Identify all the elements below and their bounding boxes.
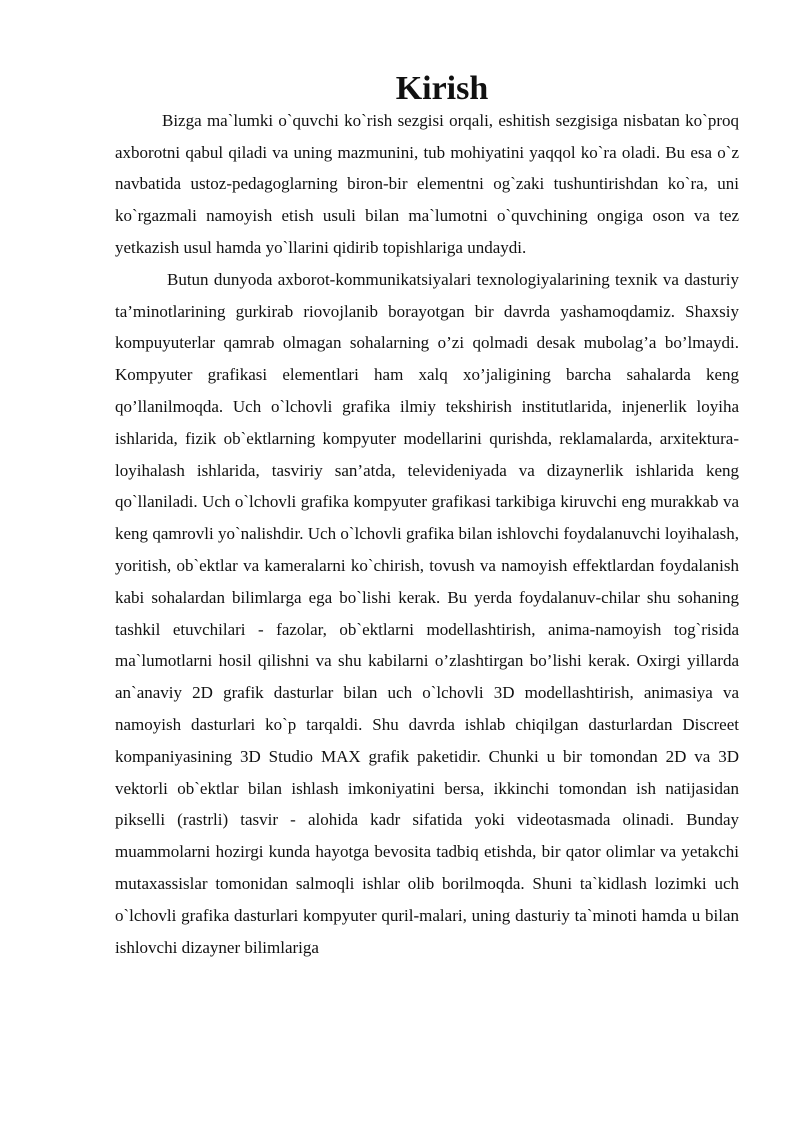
document-page [115,70,739,963]
page-title: Kirish [395,70,489,107]
intro-paragraph: Bizga ma`lumki o`quvchi ko`rish sezgisi orqali, eshitish sezgisiga nisbatan ko`proq axborotni qabul qiladi va uning mazmunini, tub mohiyatini yaqqol ko`ra oladi. Bu esa o`z navbatida ustoz-pedagoglarning biron-bir elementni og`zaki tushuntirishdan ko`ra, uni ko`rgazmali namoyish etish usuli bilan ma`lumotni o`quvchining ongiga oson va tez yetkazish usul hamda yo`llarini qidirib topishlariga undaydi. [115,110,739,257]
body-paragraph: Butun dunyoda axborot-kommunikatsiyalari texnologiyalarining texnik va dasturiy ta’minotlarining gurkirab riovojlanib borayotgan bir davrda yashamoqdamiz. Shaxsiy kompuyuterlar qamrab olmagan sohalarning o’zi qolmadi desak mubolag’a bo’lmaydi. Kompyuter grafikasi elementlari ham xalq xo’jaligining barcha sahalarda keng qo’llanilmoqda. Uch o`lchovli grafika ilmiy tekshirish institutlarida, injenerlik loyiha ishlarida, fizik ob`ektlarning kompyuter modellarini qurishda, reklamalarda, arxitektura-loyihalash ishlarida, tasviriy san’atda, televideniyada va dizaynerlik ishlarida keng qo`llaniladi. Uch o`lchovli grafika kompyuter grafikasi tarkibiga kiruvchi eng murakkab va keng qamrovli yo`nalishdir. Uch o`lchovli grafika bilan ishlovchi foydalanuvchi loyihalash, yoritish, ob`ektlar va kameralarni ko`chirish, tovush va namoyish effektlardan foydalanish kabi sohalardan bilimlarga ega bo`lishi kerak. Bu yerda foydalanuv-chilar shu sohaning tashkil etuvchilari - fazolar, ob`ektlarni modellashtirish, anima-namoyish tog`risida ma`lumotlarni hosil qilishni va shu kabilarni o’zlashtirgan bo’lishi kerak. Oxirgi yillarda an`anaviy 2D grafik dasturlar bilan uch o`lchovli 3D modellashtirish, animasiya va namoyish dasturlari ko`p tarqaldi. Shu davrda ishlab chiqilgan dasturlardan Discreet kompaniyasining 3D Studio MAX grafik paketidir. Chunki u bir tomondan 2D va 3D vektorli ob`ektlar bilan ishlash imkoniyatini bersa, ikkinchi tomondan ish natijasidan pikselli (rastrli) tasvir - alohida kadr sifatida yoki videotasmada olinadi. Bunday muammolarni hozirgi kunda hayotga bevosita tadbiq etishda, bir qator olimlar va yetakchi mutaxassislar tomonidan salmoqli ishlar olib borilmoqda. Shuni ta`kidlash lozimki uch o`lchovli grafika dasturlari kompyuter quril-malari, uning dasturiy ta`minoti hamda u bilan ishlovchi dizayner bilimlariga [115,269,739,957]
